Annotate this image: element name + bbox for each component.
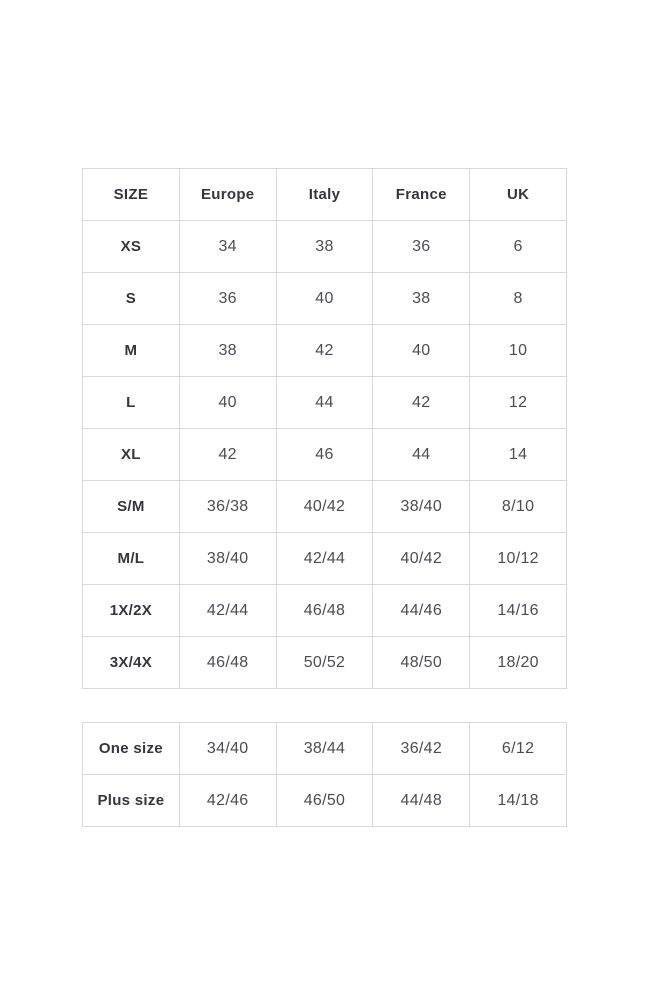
value-cell-france: 44/46 <box>373 585 470 637</box>
table-row-m-l <box>83 533 567 585</box>
size-label-cell: M/L <box>83 533 180 585</box>
table-header-row <box>83 169 567 221</box>
size-label-cell: S/M <box>83 481 180 533</box>
column-header-italy: Italy <box>276 169 373 221</box>
table-row-1x-2x <box>83 585 567 637</box>
value-cell-uk: 6 <box>470 221 567 273</box>
size-label-cell: XL <box>83 429 180 481</box>
value-cell-italy: 46/50 <box>276 775 373 827</box>
value-cell-europe: 38/40 <box>179 533 276 585</box>
value-cell-europe: 42/44 <box>179 585 276 637</box>
value-cell-france: 38 <box>373 273 470 325</box>
value-cell-italy: 46 <box>276 429 373 481</box>
table-row-plus-size <box>83 775 567 827</box>
value-cell-europe: 34/40 <box>179 723 276 775</box>
value-cell-italy: 42/44 <box>276 533 373 585</box>
value-cell-france: 44/48 <box>373 775 470 827</box>
value-cell-france: 36 <box>373 221 470 273</box>
size-label-cell: L <box>83 377 180 429</box>
size-label-cell: 3X/4X <box>83 637 180 689</box>
value-cell-france: 40 <box>373 325 470 377</box>
value-cell-france: 44 <box>373 429 470 481</box>
one-size-plus-size-table <box>82 722 567 827</box>
value-cell-france: 40/42 <box>373 533 470 585</box>
column-header-size: SIZE <box>83 169 180 221</box>
value-cell-europe: 36 <box>179 273 276 325</box>
value-cell-italy: 40 <box>276 273 373 325</box>
value-cell-italy: 46/48 <box>276 585 373 637</box>
value-cell-uk: 8 <box>470 273 567 325</box>
table-row-3x-4x <box>83 637 567 689</box>
value-cell-france: 36/42 <box>373 723 470 775</box>
value-cell-europe: 42 <box>179 429 276 481</box>
table-row-one-size <box>83 723 567 775</box>
value-cell-europe: 36/38 <box>179 481 276 533</box>
column-header-europe: Europe <box>179 169 276 221</box>
size-label-cell: S <box>83 273 180 325</box>
size-label-cell: M <box>83 325 180 377</box>
value-cell-france: 38/40 <box>373 481 470 533</box>
value-cell-uk: 6/12 <box>470 723 567 775</box>
table-row-s-m <box>83 481 567 533</box>
size-label-cell: XS <box>83 221 180 273</box>
table-row-xs <box>83 221 567 273</box>
value-cell-uk: 8/10 <box>470 481 567 533</box>
value-cell-europe: 42/46 <box>179 775 276 827</box>
value-cell-italy: 50/52 <box>276 637 373 689</box>
value-cell-uk: 18/20 <box>470 637 567 689</box>
value-cell-uk: 12 <box>470 377 567 429</box>
value-cell-italy: 38 <box>276 221 373 273</box>
value-cell-uk: 14/16 <box>470 585 567 637</box>
size-conversion-table <box>82 168 567 689</box>
value-cell-europe: 40 <box>179 377 276 429</box>
column-header-uk: UK <box>470 169 567 221</box>
table-row-s <box>83 273 567 325</box>
value-cell-france: 48/50 <box>373 637 470 689</box>
value-cell-europe: 34 <box>179 221 276 273</box>
value-cell-uk: 10/12 <box>470 533 567 585</box>
value-cell-italy: 40/42 <box>276 481 373 533</box>
value-cell-europe: 46/48 <box>179 637 276 689</box>
value-cell-france: 42 <box>373 377 470 429</box>
table-row-xl <box>83 429 567 481</box>
value-cell-europe: 38 <box>179 325 276 377</box>
size-label-cell: Plus size <box>83 775 180 827</box>
table-row-l <box>83 377 567 429</box>
value-cell-uk: 14 <box>470 429 567 481</box>
value-cell-italy: 44 <box>276 377 373 429</box>
size-label-cell: One size <box>83 723 180 775</box>
column-header-france: France <box>373 169 470 221</box>
table-row-m <box>83 325 567 377</box>
value-cell-italy: 42 <box>276 325 373 377</box>
value-cell-uk: 10 <box>470 325 567 377</box>
size-label-cell: 1X/2X <box>83 585 180 637</box>
value-cell-italy: 38/44 <box>276 723 373 775</box>
value-cell-uk: 14/18 <box>470 775 567 827</box>
